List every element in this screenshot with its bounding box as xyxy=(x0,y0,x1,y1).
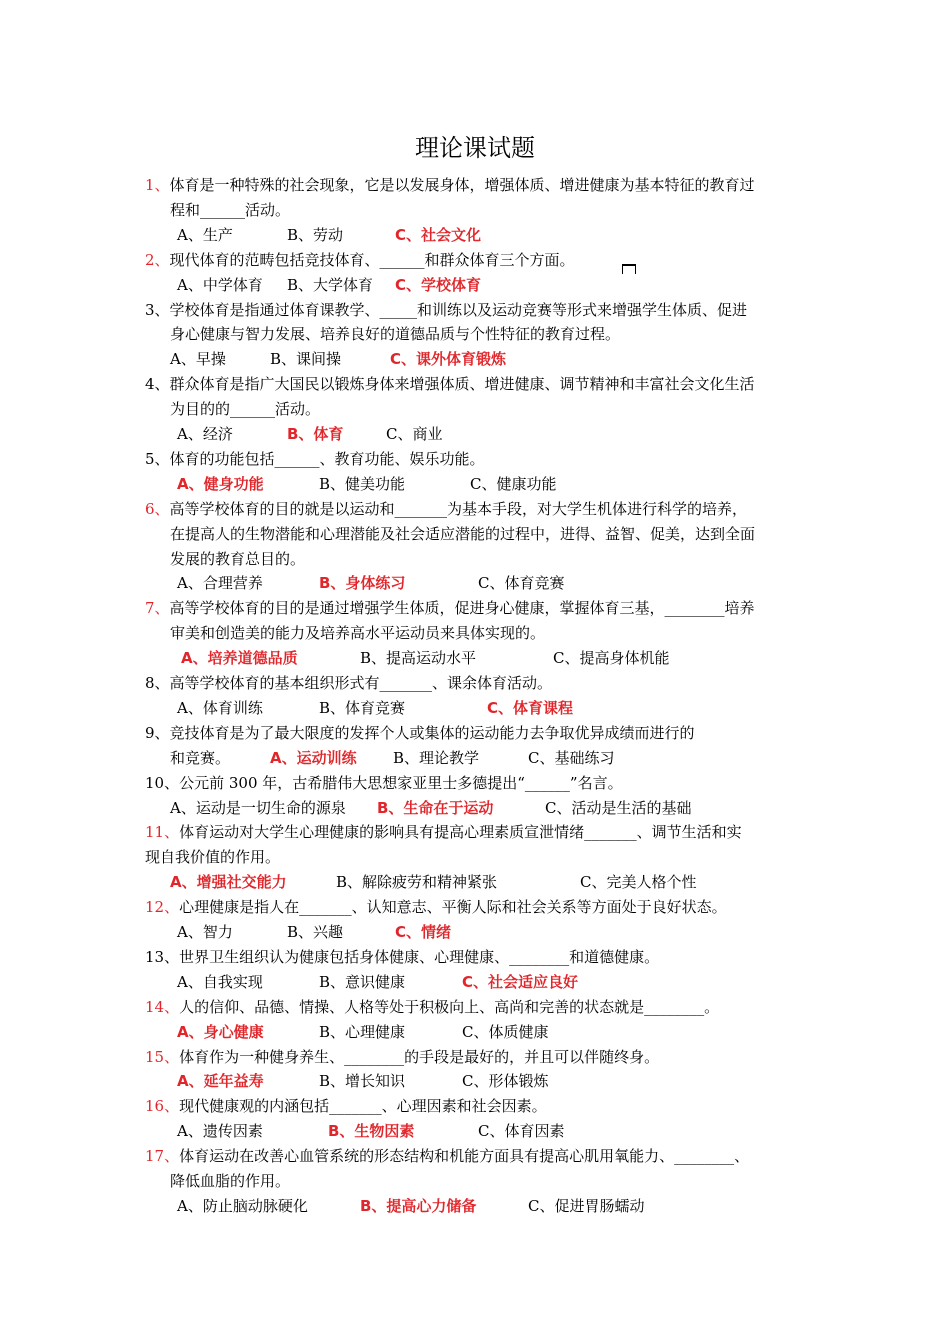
question-stem: 体育是一种特殊的社会现象，它是以发展身体，增强体质、增进健康为基本特征的教育过 xyxy=(169,176,755,194)
question-stem: 体育运动在改善心血管系统的形态结构和机能方面具有提高心肌用氧能力、________、 xyxy=(179,1147,750,1166)
question-number: 11、 xyxy=(145,823,180,842)
question-text xyxy=(145,299,747,321)
question-number: 10、 xyxy=(145,773,180,792)
question-text xyxy=(145,373,755,395)
correct-answer-option: B、身体练习 xyxy=(319,574,406,593)
question-text xyxy=(145,1046,659,1068)
answer-option: C、体质健康 xyxy=(462,1022,549,1041)
question-text xyxy=(145,597,755,619)
answer-options xyxy=(0,747,950,769)
answer-option: B、解除疲劳和精神紧张 xyxy=(336,873,498,892)
question-stem: 体育的功能包括______、教育功能、娱乐功能。 xyxy=(169,449,485,468)
correct-answer-option: A、健身功能 xyxy=(177,474,264,493)
answer-option: B、劳动 xyxy=(287,225,344,244)
question-text-continued: 现自我价值的作用。 xyxy=(145,848,281,867)
page-title: 理论课试题 xyxy=(415,134,535,162)
answer-option: A、自我实现 xyxy=(177,972,263,991)
answer-options xyxy=(0,423,950,445)
answer-options xyxy=(0,1195,950,1217)
answer-option: C、健康功能 xyxy=(470,474,557,493)
question-stem: 公元前 300 年，古希腊伟大思想家亚里士多德提出“______”名言。 xyxy=(179,773,623,792)
answer-options xyxy=(0,274,950,296)
question-stem: 高等学校体育的目的就是以运动和_______为基本手段，对大学生机体进行科学的培养， xyxy=(169,499,748,518)
answer-option: A、合理营养 xyxy=(177,574,263,593)
question-text xyxy=(145,1095,547,1117)
question-text xyxy=(145,772,623,794)
answer-options xyxy=(0,348,950,370)
answer-option: C、体育竞赛 xyxy=(478,574,565,593)
correct-answer-option: C、体育课程 xyxy=(487,698,574,717)
question-stem: 高等学校体育的基本组织形式有_______、课余体育活动。 xyxy=(169,674,553,692)
answer-option: C、体育因素 xyxy=(478,1122,565,1141)
question-text-continued: 降低血脂的作用。 xyxy=(170,1172,291,1190)
answer-option: B、增长知识 xyxy=(319,1072,406,1091)
answer-options xyxy=(0,797,950,819)
question-number: 7、 xyxy=(145,599,170,618)
question-stem: 体育作为一种健身养生、________的手段是最好的，并且可以伴随终身。 xyxy=(179,1047,660,1066)
correct-answer-option: B、生物因素 xyxy=(328,1122,415,1141)
question-number: 8、 xyxy=(145,674,170,692)
answer-options xyxy=(0,647,950,669)
answer-option: A、早操 xyxy=(170,350,226,369)
answer-option: A、体育训练 xyxy=(177,698,263,717)
question-text xyxy=(145,896,727,918)
question-text xyxy=(145,498,747,520)
question-text xyxy=(145,996,719,1018)
correct-answer-option: A、培养道德品质 xyxy=(181,649,298,668)
correct-answer-option: A、运动训练 xyxy=(270,748,357,767)
answer-options xyxy=(0,224,950,246)
question-number: 14、 xyxy=(145,997,180,1016)
edit-mark-icon xyxy=(622,264,636,274)
question-number: 9、 xyxy=(145,723,170,742)
question-stem: 体育运动对大学生心理健康的影响具有提高心理素质宣泄情绪_______、调节生活和实 xyxy=(179,823,742,842)
answer-option: C、促进胃肠蠕动 xyxy=(528,1196,645,1215)
answer-option: B、课间操 xyxy=(270,350,342,369)
answer-options xyxy=(0,921,950,943)
question-stem: 现代体育的范畴包括竞技体育、______和群众体育三个方面。 xyxy=(169,250,575,269)
question-number: 5、 xyxy=(145,449,170,468)
answer-options xyxy=(0,871,950,893)
answer-option: C、提高身体机能 xyxy=(553,649,670,668)
question-text-continued: 和竞赛。 xyxy=(170,748,231,767)
answer-option: A、遗传因素 xyxy=(177,1122,263,1141)
question-number: 12、 xyxy=(145,898,180,917)
question-stem: 学校体育是指通过体育课教学、_____和训练以及运动竞赛等形式来增强学生体质、促进 xyxy=(169,300,748,319)
question-stem: 群众体育是指广大国民以锻炼身体来增强体质、增进健康、调节精神和丰富社会文化生活 xyxy=(169,375,755,394)
answer-option: B、兴趣 xyxy=(287,923,344,941)
question-number: 3、 xyxy=(145,300,170,319)
question-stem: 现代健康观的内涵包括_______、心理因素和社会因素。 xyxy=(179,1097,547,1116)
question-number: 4、 xyxy=(145,375,170,394)
question-text-continued: 发展的教育总目的。 xyxy=(170,549,306,568)
answer-option: B、理论教学 xyxy=(393,748,480,767)
correct-answer-option: A、增强社交能力 xyxy=(170,873,287,892)
question-text xyxy=(145,174,755,196)
question-text-continued: 审美和创造美的能力及培养高水平运动员来具体实现的。 xyxy=(170,624,546,643)
answer-option: C、形体锻炼 xyxy=(462,1072,549,1091)
question-text xyxy=(145,249,575,271)
question-stem: 心理健康是指人在_______、认知意志、平衡人际和社会关系等方面处于良好状态。 xyxy=(179,898,727,917)
answer-option: B、心理健康 xyxy=(319,1022,406,1041)
answer-option: A、经济 xyxy=(177,425,233,443)
question-stem: 高等学校体育的目的是通过增强学生体质，促进身心健康，掌握体育三基，________培养 xyxy=(169,599,755,618)
correct-answer-option: C、社会适应良好 xyxy=(462,972,579,991)
question-stem: 人的信仰、品德、情操、人格等处于积极向上、高尚和完善的状态就是________。 xyxy=(179,997,720,1016)
answer-options xyxy=(0,572,950,594)
answer-options xyxy=(0,697,950,719)
answer-option: B、提高运动水平 xyxy=(360,649,477,668)
correct-answer-option: C、情绪 xyxy=(395,923,452,941)
answer-options xyxy=(0,473,950,495)
answer-option: A、运动是一切生命的源泉 xyxy=(170,798,346,817)
question-text xyxy=(145,448,485,470)
answer-option: A、生产 xyxy=(177,225,233,244)
question-text-continued: 身心健康与智力发展、培养良好的道德品质与个性特征的教育过程。 xyxy=(170,325,621,344)
correct-answer-option: C、社会文化 xyxy=(395,225,482,244)
question-text xyxy=(145,1145,749,1167)
question-text xyxy=(145,722,695,744)
answer-option: A、中学体育 xyxy=(177,275,263,294)
correct-answer-option: B、生命在于运动 xyxy=(377,798,494,817)
correct-answer-option: C、学校体育 xyxy=(395,275,482,294)
answer-option: B、体育竞赛 xyxy=(319,698,406,717)
correct-answer-option: A、延年益寿 xyxy=(177,1072,264,1091)
question-text xyxy=(145,672,552,694)
question-number: 2、 xyxy=(145,250,170,269)
question-number: 16、 xyxy=(145,1097,180,1116)
answer-options xyxy=(0,1021,950,1043)
answer-option: A、防止脑动脉硬化 xyxy=(177,1196,308,1215)
correct-answer-option: B、体育 xyxy=(287,425,344,443)
correct-answer-option: A、身心健康 xyxy=(177,1022,264,1041)
question-stem: 世界卫生组织认为健康包括身体健康、心理健康、________和道德健康。 xyxy=(179,947,660,966)
question-text xyxy=(145,946,659,968)
question-number: 6、 xyxy=(145,499,170,518)
answer-option: C、商业 xyxy=(386,425,443,443)
answer-option: C、完美人格个性 xyxy=(580,873,697,892)
answer-options xyxy=(0,1070,950,1092)
answer-option: B、大学体育 xyxy=(287,275,374,294)
question-text-continued: 为目的的______活动。 xyxy=(170,400,321,419)
question-number: 17、 xyxy=(145,1147,180,1166)
question-stem: 竞技体育是为了最大限度的发挥个人或集体的运动能力去争取优异成绩而进行的 xyxy=(169,723,695,742)
answer-option: A、智力 xyxy=(177,923,233,941)
question-text-continued: 在提高人的生物潜能和心理潜能及社会适应潜能的过程中，进得、益智、促美，达到全面 xyxy=(170,524,756,543)
correct-answer-option: C、课外体育锻炼 xyxy=(390,350,507,369)
answer-option: B、意识健康 xyxy=(319,972,406,991)
answer-options xyxy=(0,971,950,993)
answer-option: C、活动是生活的基础 xyxy=(545,798,692,817)
correct-answer-option: B、提高心力储备 xyxy=(360,1196,477,1215)
question-number: 1、 xyxy=(145,176,170,194)
answer-options xyxy=(0,1120,950,1142)
question-text-continued: 程和______活动。 xyxy=(170,200,291,219)
answer-option: B、健美功能 xyxy=(319,474,406,493)
answer-option: C、基础练习 xyxy=(528,748,615,767)
question-text xyxy=(145,821,742,843)
question-number: 15、 xyxy=(145,1047,180,1066)
question-number: 13、 xyxy=(145,947,180,966)
